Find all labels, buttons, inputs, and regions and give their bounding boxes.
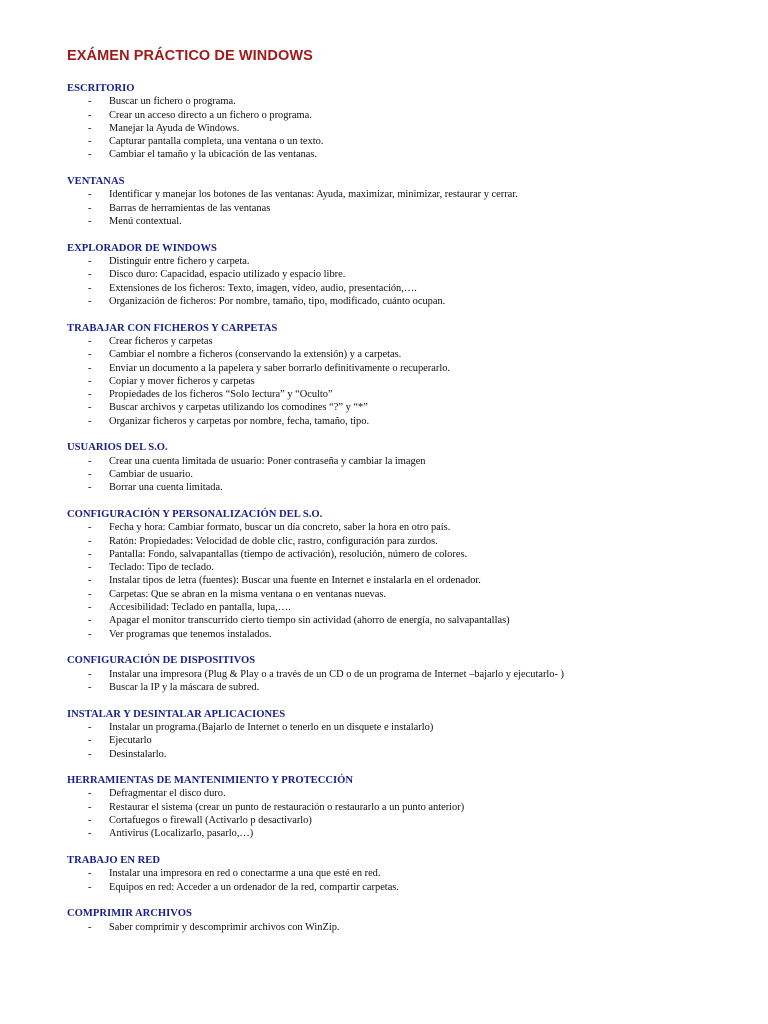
bullet-dash: - bbox=[88, 349, 92, 361]
section bbox=[67, 175, 757, 228]
list-item-text: Copiar y mover ficheros y carpetas bbox=[109, 375, 255, 387]
list-item bbox=[67, 681, 757, 694]
list-item-text: Buscar la IP y la máscara de subred. bbox=[109, 681, 260, 693]
bullet-dash: - bbox=[88, 921, 92, 933]
list-item bbox=[67, 801, 757, 814]
list-item bbox=[67, 401, 757, 414]
list-item-text: Capturar pantalla completa, una ventana o un texto. bbox=[109, 136, 324, 148]
list-item-text: Instalar un programa.(Bajarlo de Internet o tenerlo en un disquete e instalarlo) bbox=[109, 721, 434, 733]
list-item bbox=[67, 255, 757, 268]
item-list bbox=[67, 867, 757, 894]
section-heading: USUARIOS DEL S.O. bbox=[67, 442, 168, 454]
list-item bbox=[67, 535, 757, 548]
bullet-dash: - bbox=[88, 482, 92, 494]
bullet-dash: - bbox=[88, 136, 92, 148]
bullet-dash: - bbox=[88, 615, 92, 627]
list-item-text: Extensiones de los ficheros: Texto, imagen, vídeo, audio, presentación,…. bbox=[109, 282, 417, 294]
section bbox=[67, 774, 757, 840]
list-item-text: Saber comprimir y descomprimir archivos con WinZip. bbox=[109, 921, 340, 933]
bullet-dash: - bbox=[88, 721, 92, 733]
list-item bbox=[67, 468, 757, 481]
section-heading: VENTANAS bbox=[67, 176, 125, 188]
bullet-dash: - bbox=[88, 149, 92, 161]
list-item bbox=[67, 415, 757, 428]
item-list bbox=[67, 95, 757, 161]
list-item-text: Teclado: Tipo de teclado. bbox=[109, 562, 214, 574]
list-item bbox=[67, 375, 757, 388]
list-item bbox=[67, 628, 757, 641]
list-item bbox=[67, 388, 757, 401]
section-heading: CONFIGURACIÓN DE DISPOSITIVOS bbox=[67, 655, 256, 667]
list-item-text: Equipos en red: Acceder a un ordenador de la red, compartir carpetas. bbox=[109, 881, 399, 893]
list-item-text: Cortafuegos o firewall (Activarlo p desactivarlo) bbox=[109, 815, 312, 827]
list-item-text: Fecha y hora: Cambiar formato, buscar un día concreto, saber la hora en otro país. bbox=[109, 522, 451, 534]
list-item bbox=[67, 814, 757, 827]
list-item bbox=[67, 282, 757, 295]
bullet-dash: - bbox=[88, 868, 92, 880]
bullet-dash: - bbox=[88, 375, 92, 387]
list-item-text: Defragmentar el disco duro. bbox=[109, 788, 226, 800]
item-list bbox=[67, 521, 757, 641]
list-item-text: Instalar tipos de letra (fuentes): Buscar una fuente en Internet e instalarla en el ordenador. bbox=[109, 575, 481, 587]
bullet-dash: - bbox=[88, 335, 92, 347]
bullet-dash: - bbox=[88, 828, 92, 840]
section-heading: EXPLORADOR DE WINDOWS bbox=[67, 242, 217, 254]
list-item-text: Menú contextual. bbox=[109, 216, 182, 228]
section bbox=[67, 441, 757, 494]
list-item-text: Cambiar de usuario. bbox=[109, 468, 193, 480]
item-list bbox=[67, 921, 757, 934]
bullet-dash: - bbox=[88, 881, 92, 893]
list-item-text: Cambiar el nombre a ficheros (conservando la extensión) y a carpetas. bbox=[109, 349, 402, 361]
list-item bbox=[67, 362, 757, 375]
bullet-dash: - bbox=[88, 681, 92, 693]
list-item-text: Ver programas que tenemos instalados. bbox=[109, 628, 272, 640]
bullet-dash: - bbox=[88, 468, 92, 480]
section bbox=[67, 242, 757, 308]
list-item-text: Ejecutarlo bbox=[109, 735, 152, 747]
list-item bbox=[67, 548, 757, 561]
list-item bbox=[67, 481, 757, 494]
bullet-dash: - bbox=[88, 295, 92, 307]
list-item bbox=[67, 295, 757, 308]
list-item bbox=[67, 614, 757, 627]
list-item bbox=[67, 188, 757, 201]
list-item bbox=[67, 122, 757, 135]
section bbox=[67, 322, 757, 428]
list-item-text: Propiedades de los ficheros “Solo lectura” y “Oculto” bbox=[109, 389, 333, 401]
list-item bbox=[67, 135, 757, 148]
item-list bbox=[67, 721, 757, 761]
section-heading: TRABAJO EN RED bbox=[67, 855, 161, 867]
list-item bbox=[67, 574, 757, 587]
list-item-text: Manejar la Ayuda de Windows. bbox=[109, 122, 240, 134]
bullet-dash: - bbox=[88, 216, 92, 228]
bullet-dash: - bbox=[88, 535, 92, 547]
list-item-text: Desinstalarlo. bbox=[109, 748, 167, 760]
bullet-dash: - bbox=[88, 269, 92, 281]
bullet-dash: - bbox=[88, 282, 92, 294]
list-item bbox=[67, 867, 757, 880]
list-item-text: Identificar y manejar los botones de las ventanas: Ayuda, maximizar, minimizar, restaurar y cerrar. bbox=[109, 189, 518, 201]
section-heading: CONFIGURACIÓN Y PERSONALIZACIÓN DEL S.O. bbox=[67, 508, 323, 520]
list-item-text: Crear ficheros y carpetas bbox=[109, 335, 213, 347]
list-item-text: Buscar un fichero o programa. bbox=[109, 96, 236, 108]
list-item bbox=[67, 268, 757, 281]
list-item bbox=[67, 721, 757, 734]
list-item bbox=[67, 588, 757, 601]
list-item bbox=[67, 748, 757, 761]
bullet-dash: - bbox=[88, 189, 92, 201]
list-item-text: Borrar una cuenta limitada. bbox=[109, 482, 223, 494]
bullet-dash: - bbox=[88, 562, 92, 574]
list-item-text: Organizar ficheros y carpetas por nombre, fecha, tamaño, tipo. bbox=[109, 415, 370, 427]
list-item bbox=[67, 455, 757, 468]
section-heading: HERRAMIENTAS DE MANTENIMIENTO Y PROTECCIÓN bbox=[67, 775, 354, 787]
list-item bbox=[67, 668, 757, 681]
item-list bbox=[67, 668, 757, 695]
list-item bbox=[67, 881, 757, 894]
list-item-text: Buscar archivos y carpetas utilizando los comodines “?” y “*” bbox=[109, 402, 368, 414]
list-item-text: Accesibilidad: Teclado en pantalla, lupa,…. bbox=[109, 602, 291, 614]
section-heading: ESCRITORIO bbox=[67, 83, 135, 94]
bullet-dash: - bbox=[88, 415, 92, 427]
bullet-dash: - bbox=[88, 455, 92, 467]
bullet-dash: - bbox=[88, 602, 92, 614]
bullet-dash: - bbox=[88, 96, 92, 108]
item-list bbox=[67, 787, 757, 840]
item-list bbox=[67, 335, 757, 428]
list-item-text: Apagar el monitor transcurrido cierto tiempo sin actividad (ahorro de energía, no salvapantallas) bbox=[109, 615, 510, 627]
list-item-text: Ratón: Propiedades: Velocidad de doble clic, rastro, configuración para zurdos. bbox=[109, 535, 438, 547]
bullet-dash: - bbox=[88, 109, 92, 121]
list-item bbox=[67, 787, 757, 800]
list-item-text: Instalar una impresora en red o conectarme a una que esté en red. bbox=[109, 868, 381, 880]
bullet-dash: - bbox=[88, 522, 92, 534]
list-item bbox=[67, 95, 757, 108]
bullet-dash: - bbox=[88, 628, 92, 640]
list-item bbox=[67, 215, 757, 228]
section-heading: TRABAJAR CON FICHEROS Y CARPETAS bbox=[67, 322, 278, 334]
list-item bbox=[67, 921, 757, 934]
bullet-dash: - bbox=[88, 735, 92, 747]
bullet-dash: - bbox=[88, 202, 92, 214]
section bbox=[67, 854, 757, 894]
bullet-dash: - bbox=[88, 362, 92, 374]
item-list bbox=[67, 255, 757, 308]
list-item-text: Crear un acceso directo a un fichero o programa. bbox=[109, 109, 312, 121]
bullet-dash: - bbox=[88, 748, 92, 760]
bullet-dash: - bbox=[88, 668, 92, 680]
list-item bbox=[67, 601, 757, 614]
bullet-dash: - bbox=[88, 575, 92, 587]
list-item-text: Organización de ficheros: Por nombre, tamaño, tipo, modificado, cuánto ocupan. bbox=[109, 295, 446, 307]
bullet-dash: - bbox=[88, 122, 92, 134]
bullet-dash: - bbox=[88, 788, 92, 800]
list-item bbox=[67, 109, 757, 122]
list-item bbox=[67, 734, 757, 747]
list-item bbox=[67, 335, 757, 348]
section-heading: INSTALAR Y DESINTALAR APLICACIONES bbox=[67, 708, 286, 720]
list-item-text: Carpetas: Que se abran en la misma ventana o en ventanas nuevas. bbox=[109, 588, 386, 600]
list-item bbox=[67, 148, 757, 161]
section bbox=[67, 708, 757, 761]
section bbox=[67, 508, 757, 641]
bullet-dash: - bbox=[88, 548, 92, 560]
item-list bbox=[67, 188, 757, 228]
section-heading: COMPRIMIR ARCHIVOS bbox=[67, 908, 192, 920]
list-item bbox=[67, 202, 757, 215]
list-item-text: Distinguir entre fichero y carpeta. bbox=[109, 256, 250, 268]
bullet-dash: - bbox=[88, 389, 92, 401]
list-item bbox=[67, 827, 757, 840]
bullet-dash: - bbox=[88, 801, 92, 813]
section bbox=[67, 654, 757, 694]
bullet-dash: - bbox=[88, 588, 92, 600]
list-item bbox=[67, 348, 757, 361]
list-item-text: Barras de herramientas de las ventanas bbox=[109, 202, 271, 214]
list-item-text: Antivirus (Localizarlo, pasarlo,…) bbox=[109, 828, 254, 840]
list-item-text: Restaurar el sistema (crear un punto de restauración o restaurarlo a un punto anterior) bbox=[109, 801, 465, 813]
bullet-dash: - bbox=[88, 402, 92, 414]
list-item-text: Enviar un documento a la papelera y saber borrarlo definitivamente o recuperarlo. bbox=[109, 362, 451, 374]
list-item-text: Disco duro: Capacidad, espacio utilizado y espacio libre. bbox=[109, 269, 346, 281]
list-item bbox=[67, 561, 757, 574]
bullet-dash: - bbox=[88, 815, 92, 827]
sections-container bbox=[67, 82, 757, 934]
section bbox=[67, 82, 757, 162]
list-item-text: Instalar una impresora (Plug & Play o a través de un CD o de un programa de Internet –bajarlo y ejecutarlo- ) bbox=[109, 668, 565, 680]
list-item-text: Pantalla: Fondo, salvapantallas (tiempo de activación), resolución, número de colores. bbox=[109, 548, 468, 560]
document-page bbox=[67, 48, 757, 947]
list-item bbox=[67, 521, 757, 534]
page-title: EXÁMEN PRÁCTICO DE WINDOWS bbox=[67, 48, 313, 64]
item-list bbox=[67, 455, 757, 495]
section bbox=[67, 907, 757, 934]
list-item-text: Crear una cuenta limitada de usuario: Poner contraseña y cambiar la imagen bbox=[109, 455, 426, 467]
bullet-dash: - bbox=[88, 256, 92, 268]
list-item-text: Cambiar el tamaño y la ubicación de las ventanas. bbox=[109, 149, 318, 161]
